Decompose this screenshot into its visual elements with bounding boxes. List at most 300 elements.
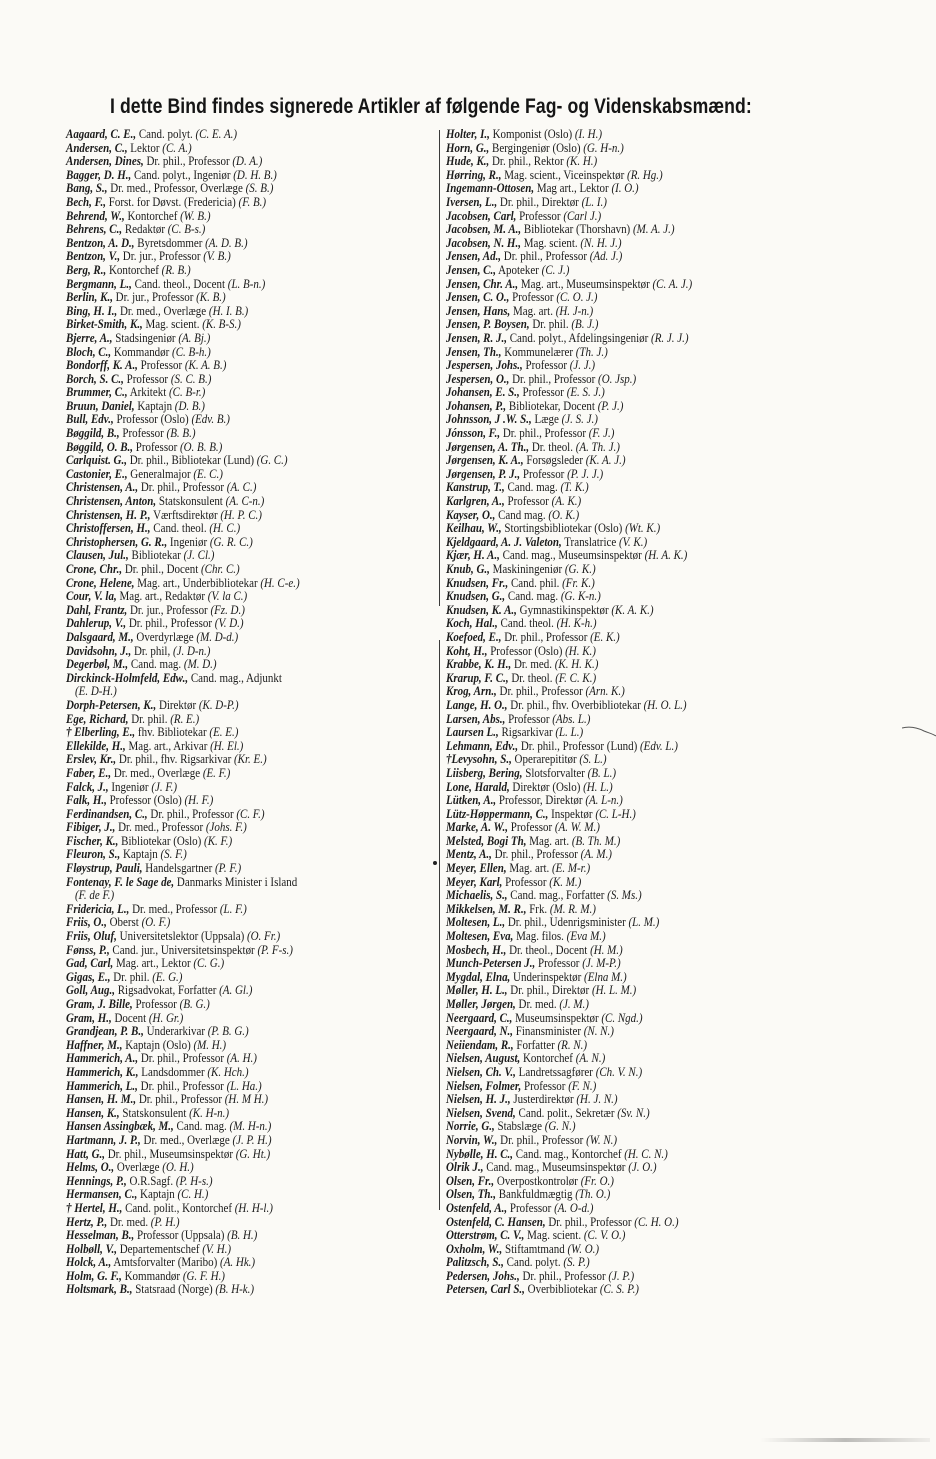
- author-title: Cand. mag., Museumsinspektør: [502, 548, 642, 563]
- author-entry: [66, 318, 401, 332]
- author-name: Fontenay, F. le Sage de,: [66, 874, 175, 889]
- author-title: Dr. phil., Docent: [124, 562, 199, 576]
- author-signature: (Elna M.): [584, 969, 627, 984]
- author-title: Professor: [510, 820, 553, 835]
- author-entry: [446, 1283, 806, 1297]
- author-title: Byretsdommer: [137, 235, 203, 250]
- author-signature: (M. H-n.): [229, 1119, 272, 1134]
- author-entry: [446, 1202, 806, 1216]
- author-name: Melsted, Bogi Th,: [446, 833, 527, 848]
- author-signature: (S. L.): [579, 752, 607, 767]
- author-name: Andersen, C.,: [66, 140, 128, 155]
- author-entry: [66, 984, 401, 998]
- author-entry: [66, 359, 401, 373]
- author-entry: [446, 182, 806, 196]
- author-signature: (Ad. J.): [589, 249, 623, 264]
- author-entry: [446, 1134, 806, 1148]
- author-name: Christoffersen, H.,: [66, 521, 151, 536]
- author-entry: [446, 1161, 806, 1175]
- author-name: Christophersen, G. R.,: [66, 534, 168, 549]
- author-entry: [66, 672, 401, 699]
- author-title: Mag. art., Arkivar: [128, 738, 208, 753]
- author-entry: [446, 373, 806, 387]
- author-name: Falk, H.,: [66, 793, 107, 808]
- author-entry: [66, 250, 401, 264]
- author-signature: (C. S. P.): [599, 1282, 639, 1297]
- author-name: Dalsgaard, M.,: [66, 629, 134, 644]
- author-title: Gymnastikinspektør: [519, 602, 609, 617]
- author-entry: [446, 781, 806, 795]
- author-signature: (S. C. B.): [170, 371, 212, 386]
- author-name: Jensen, Hans,: [446, 303, 511, 318]
- author-entry: [446, 604, 806, 618]
- author-entry: [66, 658, 401, 672]
- author-entry: [66, 291, 401, 305]
- author-entry: [446, 223, 806, 237]
- author-title: Professor: [519, 208, 561, 223]
- author-signature: (L. M.): [628, 915, 660, 930]
- author-signature: (H. J. N.): [576, 1092, 618, 1107]
- author-title: Professor (Oslo): [490, 643, 563, 658]
- author-title: Professor: [135, 439, 178, 454]
- author-entry: [446, 1080, 806, 1094]
- author-title: Danmarks Minister i Island: [176, 874, 298, 889]
- author-signature: (D. A.): [232, 154, 263, 169]
- author-title: Justerdirektør: [513, 1092, 574, 1107]
- author-signature: (B. H-k.): [215, 1282, 255, 1297]
- author-title: Mag. art.: [529, 833, 570, 848]
- author-entry: [446, 169, 806, 183]
- author-entry: [66, 753, 401, 767]
- author-name: Hammerich, K.,: [66, 1064, 139, 1079]
- author-title: Professor: [538, 956, 580, 971]
- author-title: Overbibliotekar: [527, 1282, 598, 1297]
- author-name: Bergmann, L.,: [66, 276, 132, 291]
- author-entry: [446, 305, 806, 319]
- author-title: Oberst: [109, 915, 139, 930]
- author-entry: [66, 930, 401, 944]
- author-name: Moltesen, L.,: [446, 915, 506, 930]
- author-name: Carlquist. G.,: [66, 453, 127, 468]
- author-name: Bondorff, K. A.,: [66, 358, 138, 373]
- author-entry: [446, 210, 806, 224]
- author-signature: (Carl J.): [563, 208, 602, 223]
- author-title: Dr. phil., Udenrigsminister: [507, 915, 626, 930]
- author-name: Moltesen, Eva,: [446, 929, 514, 944]
- author-signature: (I. O.): [611, 181, 639, 196]
- author-signature: (D. H. B.): [233, 167, 277, 182]
- author-title: Dr. phil., fhv. Overbibliotekar: [510, 697, 641, 712]
- author-title: Kaptajn: [137, 398, 173, 413]
- author-entry: [446, 1229, 806, 1243]
- author-title: Mag. art., Redaktør: [119, 589, 206, 604]
- author-title: Professor: [524, 1078, 566, 1093]
- author-title: Professor: [509, 1200, 552, 1215]
- author-entry: [446, 645, 806, 659]
- author-signature: (L. F.): [219, 901, 247, 916]
- author-signature: (H. L. M.): [591, 983, 637, 998]
- author-name: Johnsson, J .W. S.,: [446, 412, 532, 427]
- author-name: Bloch, C.,: [66, 344, 112, 359]
- author-signature: (A. D. B.): [205, 235, 248, 250]
- author-entry: [446, 441, 806, 455]
- author-signature: (S. P.): [563, 1255, 590, 1270]
- author-signature: (B. H.): [227, 1228, 258, 1243]
- author-entry: [66, 699, 401, 713]
- author-title: Dr. phil., Professor: [140, 480, 225, 495]
- author-name: Lütken, A.,: [446, 793, 497, 808]
- author-signature: (Edv. B.): [191, 412, 230, 427]
- author-signature: (I. H.): [574, 127, 603, 141]
- author-entry: [66, 808, 401, 822]
- author-name: Holbøll, V.,: [66, 1241, 118, 1256]
- author-title: Dr. phil.: [131, 711, 168, 726]
- author-signature: (K. B-S.): [202, 317, 241, 332]
- author-entry: [66, 998, 401, 1012]
- author-entry: [446, 1188, 806, 1202]
- author-name: Jensen, Ad.,: [446, 249, 502, 264]
- author-name: Dahl, Frantz,: [66, 602, 128, 617]
- author-name: Dorph-Petersen, K.,: [66, 697, 157, 712]
- author-name: Koefoed, E.,: [446, 629, 502, 644]
- author-signature: (Chr. C.): [201, 562, 240, 576]
- author-name: Munch-Petersen J.,: [446, 956, 536, 971]
- author-name: Castonier, E.,: [66, 466, 128, 481]
- author-title: Museumsinspektør: [515, 1010, 599, 1025]
- author-name: Knudsen, Fr.,: [446, 575, 509, 590]
- author-signature: (S. F.): [160, 847, 187, 862]
- author-signature: (Abs. L.): [552, 711, 591, 726]
- author-title: Dr. phil., fhv. Rigsarkivar: [118, 752, 232, 767]
- author-signature: (M. R. M.): [549, 901, 596, 916]
- author-signature: (B. L.): [587, 765, 617, 780]
- author-title: Kaptajn: [123, 847, 158, 862]
- author-entry: [66, 223, 401, 237]
- author-entry: [66, 1188, 401, 1202]
- author-name: Holck, A.,: [66, 1255, 112, 1270]
- author-signature: (E. K.): [590, 629, 620, 644]
- author-entry: [66, 264, 401, 278]
- author-title: Statskonsulent: [122, 1105, 187, 1120]
- author-entry: [66, 713, 401, 727]
- author-name: Kjeldgaard, A. J. Valeton,: [446, 534, 562, 549]
- author-title: Dr. phil., Professor: [140, 1078, 224, 1093]
- author-title: Cand. theol., Docent: [134, 276, 226, 291]
- author-signature: (R. B.): [161, 262, 191, 277]
- author-entry: [446, 250, 806, 264]
- author-entry: [66, 413, 401, 427]
- author-entry: [66, 876, 401, 903]
- author-signature: (E. S. J.): [566, 385, 605, 400]
- author-signature: (C. F.): [236, 806, 265, 821]
- author-title: Docent: [114, 1010, 147, 1025]
- author-signature: (H. C. N.): [624, 1146, 668, 1161]
- author-signature: (K. B.): [196, 290, 226, 305]
- author-name: Hatt, G.,: [66, 1146, 106, 1161]
- author-title: Underinspektør: [513, 969, 582, 984]
- author-entry: [66, 794, 401, 808]
- author-name: Christensen, A.,: [66, 480, 139, 495]
- author-name: Fridericia, L.,: [66, 901, 130, 916]
- author-name: Nielsen, Ch. V.,: [446, 1064, 516, 1079]
- author-name: Christensen, H. P.,: [66, 507, 151, 522]
- author-title: Operarepititør: [514, 752, 577, 767]
- author-entry: [66, 400, 401, 414]
- author-title: Professor: [512, 290, 554, 305]
- author-entry: [446, 699, 806, 713]
- author-signature: (V. H.): [202, 1241, 232, 1256]
- author-entry: [446, 808, 806, 822]
- author-signature: (F. C. K.): [555, 670, 597, 685]
- author-signature: (K. Hch.): [207, 1064, 249, 1079]
- author-title: Cand. mag., Forfatter: [510, 888, 605, 903]
- author-signature: (G. F. H.): [182, 1268, 225, 1283]
- author-signature: (A. Gl.): [219, 983, 253, 998]
- author-title: Mag. art.: [513, 303, 553, 318]
- author-name: Jensen, Th.,: [446, 344, 502, 359]
- author-entry: [446, 821, 806, 835]
- author-title: Ingeniør: [111, 779, 149, 794]
- author-title: Dr. phil.: [113, 969, 150, 984]
- author-name: Fleuron, S.,: [66, 847, 121, 862]
- author-name: Fønss, P.,: [66, 942, 110, 957]
- author-signature: (E. F.): [202, 765, 231, 780]
- author-signature: (P. H.): [150, 1214, 180, 1229]
- author-title: Overlæge: [116, 1160, 160, 1175]
- author-signature: (C. L-H.): [595, 806, 636, 821]
- author-name: Hammerich, A.,: [66, 1051, 139, 1066]
- author-entry: [66, 386, 401, 400]
- author-title: Dr. phil., Professor: [504, 629, 588, 644]
- author-signature: (Edv. L.): [639, 738, 678, 753]
- author-title: Overpostkontrolør: [496, 1173, 578, 1188]
- author-title: Cand. mag.: [176, 1119, 227, 1134]
- author-entry: [446, 1148, 806, 1162]
- author-signature: (M. D.): [183, 657, 217, 672]
- author-title: Rigsadvokat, Forfatter: [117, 983, 217, 998]
- author-name: Laursen L.,: [446, 725, 499, 740]
- author-title: Inspektør: [551, 806, 593, 821]
- author-entry: [446, 332, 806, 346]
- author-name: Neergaard, C.,: [446, 1010, 513, 1025]
- author-signature: (Fz. D.): [210, 602, 245, 617]
- author-entry: [446, 876, 806, 890]
- author-entry: [446, 318, 806, 332]
- author-entry: [446, 346, 806, 360]
- author-title: Dr. theol.: [511, 670, 553, 685]
- author-name: Bentzon, V.,: [66, 249, 121, 264]
- author-signature: (P. H-s.): [175, 1173, 213, 1188]
- author-name: Olrik J.,: [446, 1160, 484, 1175]
- author-entry: [446, 998, 806, 1012]
- author-title: Mag. filos.: [516, 929, 564, 944]
- author-name: Jespersen, Johs.,: [446, 358, 523, 373]
- author-title: Redaktør: [124, 222, 166, 237]
- author-title: Mag. art.: [509, 861, 550, 876]
- author-name: Liisberg, Bering,: [446, 765, 523, 780]
- author-title: Mag. scient., Viceinspektør: [504, 167, 625, 182]
- column-divider-lower: [439, 640, 440, 1210]
- author-signature: (P. J.): [597, 398, 624, 413]
- author-name: Pedersen, Johs.,: [446, 1268, 520, 1283]
- author-name: Helms, O.,: [66, 1160, 115, 1175]
- author-signature-continued: (F. de F.): [75, 888, 115, 903]
- author-title: Dr. phil., Professor: [494, 847, 578, 862]
- author-title: Professor: [522, 385, 564, 400]
- author-name: Jørgensen, P. J.,: [446, 466, 521, 481]
- author-title: Ingeniør: [169, 534, 208, 549]
- author-title: Cand. polyt.: [138, 127, 193, 141]
- author-name: Dahlerup, V.,: [66, 616, 127, 631]
- author-entry: [66, 196, 401, 210]
- author-signature: (L. B-n.): [227, 276, 266, 291]
- right-column-author-list: [446, 128, 846, 1297]
- author-entry: [66, 373, 401, 387]
- author-signature: (K. A. B.): [184, 358, 227, 373]
- author-signature: (W. N.): [586, 1132, 618, 1147]
- author-name: Behrend, W.,: [66, 208, 125, 223]
- author-title: Dr. med., Overlæge: [113, 765, 201, 780]
- author-entry: [446, 549, 806, 563]
- author-entry: [66, 332, 401, 346]
- author-name: Bøggild, O. B.,: [66, 439, 134, 454]
- author-entry: [66, 468, 401, 482]
- author-name: Birket-Smith, K.,: [66, 317, 143, 332]
- author-name: Bang, S.,: [66, 181, 108, 196]
- author-signature: (J. P.): [608, 1268, 635, 1283]
- author-signature: (F. J.): [588, 426, 615, 441]
- author-entry: [66, 346, 401, 360]
- author-name: † Hertel, H.,: [66, 1200, 123, 1215]
- author-title: Dr. med., Professor, Overlæge: [110, 181, 243, 196]
- author-name: Bagger, D. H.,: [66, 167, 132, 182]
- author-signature-continued: (E. D-H.): [75, 684, 117, 699]
- author-name: Clausen, Jul.,: [66, 548, 129, 563]
- author-signature: (V. B.): [203, 249, 231, 264]
- author-signature: (H. P. C.): [220, 507, 262, 522]
- author-title: Cand. mag.: [130, 657, 182, 672]
- author-title: Komponist (Oslo): [492, 127, 573, 141]
- author-signature: (H. F.): [184, 793, 214, 808]
- author-signature: (O. H.): [162, 1160, 194, 1175]
- author-entry: [446, 1012, 806, 1026]
- author-name: Bing, H. I.,: [66, 303, 118, 318]
- author-name: Ostenfeld, A.,: [446, 1200, 508, 1215]
- author-name: Hennings, P.,: [66, 1173, 127, 1188]
- author-title: Cand. mag., Museumsinspektør: [486, 1160, 626, 1175]
- author-signature: (L. L.): [555, 725, 584, 740]
- author-signature: (E. M-r.): [552, 861, 591, 876]
- author-signature: (A. W. M.): [554, 820, 600, 835]
- author-name: Jørgensen, K. A.,: [446, 453, 524, 468]
- author-entry: [66, 1080, 401, 1094]
- author-entry: [446, 617, 806, 631]
- author-entry: [66, 1120, 401, 1134]
- author-title: Dr. med.: [109, 1214, 149, 1229]
- author-signature: (C. H. O.): [634, 1214, 679, 1229]
- author-title: Kontorchef: [523, 1051, 573, 1066]
- author-name: Christensen, Anton,: [66, 494, 157, 509]
- author-title: Forst. for Døvst. (Fredericia): [108, 194, 236, 209]
- author-signature: (E. C.): [193, 466, 223, 481]
- author-signature: (A. O-d.): [554, 1200, 594, 1215]
- author-name: Brummer, C.,: [66, 385, 128, 400]
- author-name: Borch, S. C.,: [66, 371, 124, 386]
- author-name: Møller, Jørgen,: [446, 997, 516, 1011]
- author-entry: [66, 1243, 401, 1257]
- author-name: Ege, Richard,: [66, 711, 129, 726]
- author-name: Goll, Aug.,: [66, 983, 115, 998]
- author-name: Bruun, Daniel,: [66, 398, 135, 413]
- author-signature: (Eva M.): [566, 929, 606, 944]
- author-entry: [66, 563, 401, 577]
- author-title: Direktør (Oslo): [512, 779, 581, 794]
- author-title: Dr. med.: [513, 657, 553, 672]
- left-column-author-list: [66, 128, 438, 1297]
- author-signature: (J. P. H.): [232, 1132, 272, 1147]
- author-title: Dr. phil., Professor: [138, 1092, 223, 1107]
- author-name: Karlgren, A.,: [446, 494, 505, 509]
- author-signature: (C. V. O.): [583, 1228, 626, 1243]
- author-name: Behrens, C.,: [66, 222, 123, 237]
- author-signature: (R. N.): [557, 1037, 588, 1052]
- author-title: Cand. polit., Sekretær: [518, 1105, 615, 1120]
- author-signature: (B. J.): [571, 317, 599, 332]
- author-signature: (L. Ha.): [226, 1078, 262, 1093]
- author-name: Palitzsch, S.,: [446, 1255, 504, 1270]
- author-name: Kjær, H. A.,: [446, 548, 500, 563]
- author-signature: (M. H.): [193, 1037, 227, 1052]
- author-title: Kommunelærer: [504, 344, 574, 359]
- author-signature: (O. Fr.): [246, 929, 281, 944]
- author-title: Direktør: [158, 697, 197, 712]
- author-name: Crone, Helene,: [66, 575, 135, 590]
- author-signature: (C. H.): [177, 1187, 209, 1202]
- author-entry: [446, 278, 806, 292]
- author-name: Ferdinandsen, C.,: [66, 806, 148, 821]
- author-title: Mag art., Lektor: [536, 181, 609, 196]
- author-name: Kayser, O.,: [446, 507, 496, 522]
- author-name: Holtsmark, B.,: [66, 1282, 133, 1297]
- author-title: Professor: [126, 371, 169, 386]
- author-entry: [446, 903, 806, 917]
- author-title: Dr. med., Professor: [118, 820, 204, 835]
- author-title: Stadsingeniør: [115, 330, 176, 345]
- author-signature: (H. I. B.): [208, 303, 249, 318]
- author-title: Stiftamtmand: [505, 1241, 565, 1256]
- author-signature: (J. F.): [151, 779, 178, 794]
- author-entry: [66, 835, 401, 849]
- author-entry: [66, 1216, 401, 1230]
- author-entry: [446, 454, 806, 468]
- author-title: Dr. jur., Professor: [115, 290, 194, 305]
- author-title: Professor: [522, 466, 565, 481]
- author-entry: [446, 1216, 806, 1230]
- author-name: Krarup, F. C.,: [446, 670, 509, 685]
- author-name: Bull, Edv.,: [66, 412, 114, 427]
- author-entry: [446, 509, 806, 523]
- author-signature: (J. O.): [628, 1160, 657, 1175]
- author-entry: [66, 767, 401, 781]
- author-entry: [66, 522, 401, 536]
- author-entry: [66, 916, 401, 930]
- author-title: Dr. phil., Professor: [140, 1051, 225, 1066]
- author-name: Oxholm, W.,: [446, 1241, 503, 1256]
- author-name: Friis, O.,: [66, 915, 107, 930]
- author-name: Møller, H. L.,: [446, 983, 508, 998]
- author-entry: [446, 1107, 806, 1121]
- author-name: Meyer, Ellen,: [446, 861, 507, 876]
